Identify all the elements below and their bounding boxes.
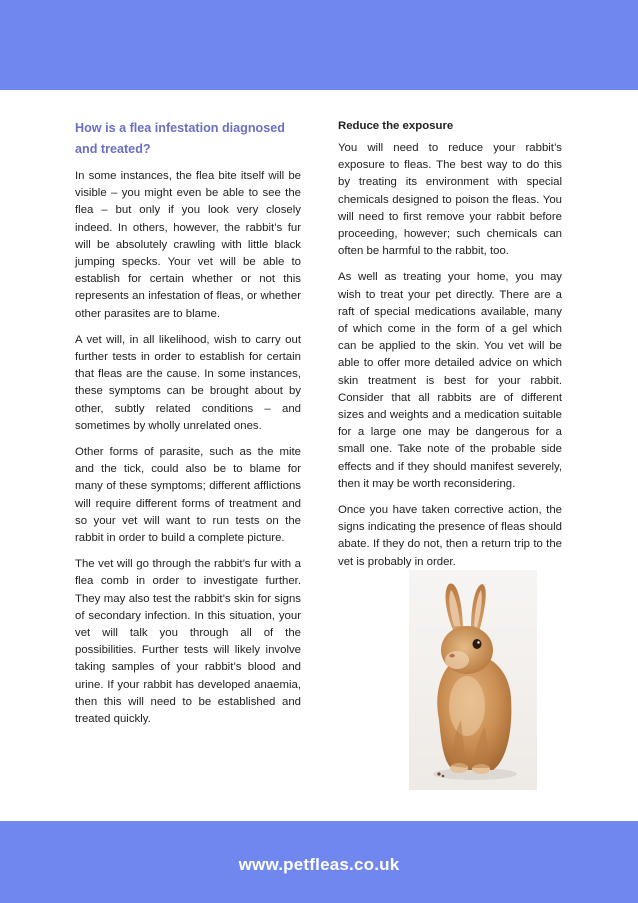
website-url: www.petfleas.co.uk	[238, 855, 400, 874]
header-band	[0, 0, 638, 90]
paragraph: A vet will, in all likelihood, wish to carry out further tests in order to establish for certain that fleas are the cause. In some instances, these symptoms can be brought about by other, subtly related conditions – and sometimes by wholly unrelated ones.	[75, 333, 301, 432]
paragraph: Once you have taken corrective action, the signs indicating the presence of fleas should abate. If they do not, then a return trip to the vet is probably in order.	[338, 504, 562, 568]
paragraph: You will need to reduce your rabbit’s exposure to fleas. The best way to do this by treating its environment with special chemicals designed to poison the fleas. You will need to first remove your rabbit before proceeding, however; such chemicals can often be harmful to the rabbit, too.	[338, 142, 562, 258]
rabbit-illustration	[409, 570, 537, 790]
right-column	[338, 118, 562, 580]
section-heading-diagnosis: How is a flea infestation diagnosed and treated?	[75, 121, 285, 156]
paragraph: In some instances, the flea bite itself will be visible – you might even be able to see the flea – but only if you look very closely indeed. In others, however, the rabbit’s fur will be absolutely crawling with little black jumping specks. Your vet will be able to establish for certain whether or not this represents an infestation of fleas, or whether other parasites are to blame.	[75, 170, 301, 320]
section-heading-reduce-exposure: Reduce the exposure	[338, 120, 454, 132]
paragraph: Other forms of parasite, such as the mite and the tick, could also be to blame for many of these symptoms; different afflictions will require different forms of treatment and so your vet will want to run tests on the rabbit in order to build a complete picture.	[75, 446, 301, 545]
paragraph: The vet will go through the rabbit’s fur with a flea comb in order to investigate further. They may also test the rabbit’s skin for signs of secondary infection. In this situation, your vet will talk you through all of the possibilities. Further tests will likely involve taking samples of your rabbit’s blood and urine. If your rabbit has developed anaemia, then this will need to be established and treated quickly.	[75, 558, 301, 726]
rabbit-photo	[409, 570, 537, 790]
paragraph: As well as treating your home, you may wish to treat your pet directly. There are a raft of special medications available, many of which come in the form of a gel which can be applied to the skin. You vet will be able to offer more detailed advice on which skin treatment is best for your rabbit. Consider that all rabbits are of different sizes and weights and a medication suitable for a large one may be dangerous for a small one. Take note of the probable side effects and if they should manifest severely, then it may be worth reconsidering.	[338, 271, 562, 490]
left-column	[75, 118, 301, 737]
